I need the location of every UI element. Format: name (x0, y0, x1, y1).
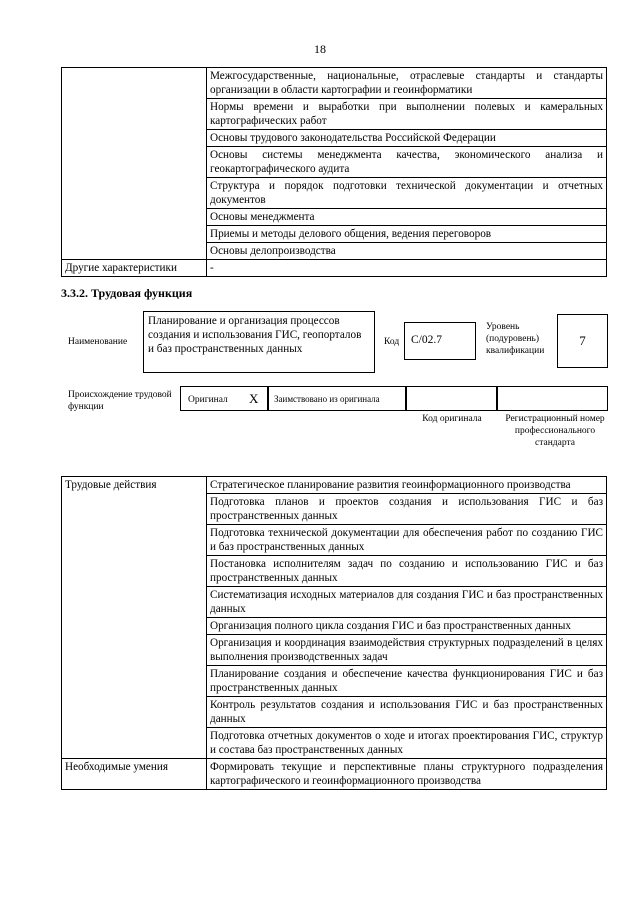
knowledge-item: Структура и порядок подготовки технической документации и отчетных документов (207, 178, 607, 209)
original-mark: X (249, 391, 259, 406)
level-label: Уровень (подуровень) квалификации (486, 322, 545, 356)
code-box (404, 322, 476, 360)
labor-action-item: Организация полного цикла создания ГИС и баз пространственных данных (207, 618, 607, 635)
labor-action-item: Контроль результатов создания и использования ГИС и баз пространственных данных (207, 697, 607, 728)
labor-action-item: Систематизация исходных материалов для создания ГИС и баз пространственных данных (207, 587, 607, 618)
origin-label: Происхождение трудовой функции (68, 390, 172, 412)
table-row (62, 759, 607, 790)
knowledge-item: Основы делопроизводства (207, 243, 607, 260)
labor-action-item: Подготовка технической документации для обеспечения работ по созданию ГИС и баз пространственных данных (207, 525, 607, 556)
table-row (62, 68, 607, 99)
labor-action-item: Подготовка планов и проектов создания и использования ГИС и баз пространственных данных (207, 494, 607, 525)
page-number: 18 (314, 42, 326, 56)
labor-action-item: Постановка исполнителям задач по созданию и использованию ГИС и баз пространственных данных (207, 556, 607, 587)
borrowed-label: Заимствовано из оригинала (274, 394, 380, 404)
labor-action-item: Стратегическое планирование развития геоинформационного производства (207, 477, 607, 494)
code-label: Код (384, 337, 400, 347)
reg-number-box (497, 386, 608, 411)
labor-action-item: Подготовка отчетных документов о ходе и итогах проектирования ГИС, структур и состава баз пространственных данных (207, 728, 607, 759)
section-heading: 3.3.2. Трудовая функция (61, 286, 193, 300)
reg-number-caption: Регистрационный номер профессионального стандарта (505, 414, 605, 448)
function-name: Планирование и организация процессов создания и использования ГИС, геопорталов и баз пространственных данных (148, 315, 362, 355)
skill-item: Формировать текущие и перспективные планы структурного подразделения картографического и геоинформационного производства (207, 759, 607, 790)
knowledge-item: Приемы и методы делового общения, ведения переговоров (207, 226, 607, 243)
knowledge-item: Нормы времени и выработки при выполнении полевых и камеральных картографических работ (207, 99, 607, 130)
table-row (62, 260, 607, 277)
table-row (62, 477, 607, 494)
labor-action-item: Организация и координация взаимодействия структурных подразделений в целях выполнения производственных задач (207, 635, 607, 666)
knowledge-item: Межгосударственные, национальные, отраслевые стандарты и стандарты организации в области картографии и геоинформатики (207, 68, 607, 99)
label-cell-empty (62, 68, 207, 260)
level-box (557, 314, 608, 368)
knowledge-item: Основы менеджмента (207, 209, 607, 226)
code-original-caption: Код оригинала (422, 414, 482, 424)
labor-actions-label: Трудовые действия (62, 477, 207, 759)
code-value: С/02.7 (411, 334, 442, 346)
name-box (143, 311, 375, 373)
other-characteristics-value: - (207, 260, 607, 277)
knowledge-item: Основы трудового законодательства Российской Федерации (207, 130, 607, 147)
name-label: Наименование (68, 337, 128, 347)
borrowed-box (268, 386, 406, 411)
knowledge-table (61, 67, 607, 277)
level-value: 7 (579, 333, 586, 348)
code-original-box (406, 386, 497, 411)
skills-label: Необходимые умения (62, 759, 207, 790)
labor-action-item: Планирование создания и обеспечение качества функционирования ГИС и баз пространственных данных (207, 666, 607, 697)
original-label: Оригинал (188, 395, 228, 405)
knowledge-item: Основы системы менеджмента качества, экономического анализа и геокартографического аудита (207, 147, 607, 178)
original-box (180, 386, 268, 411)
other-characteristics-label: Другие характеристики (62, 260, 207, 277)
labor-actions-table (61, 476, 607, 790)
